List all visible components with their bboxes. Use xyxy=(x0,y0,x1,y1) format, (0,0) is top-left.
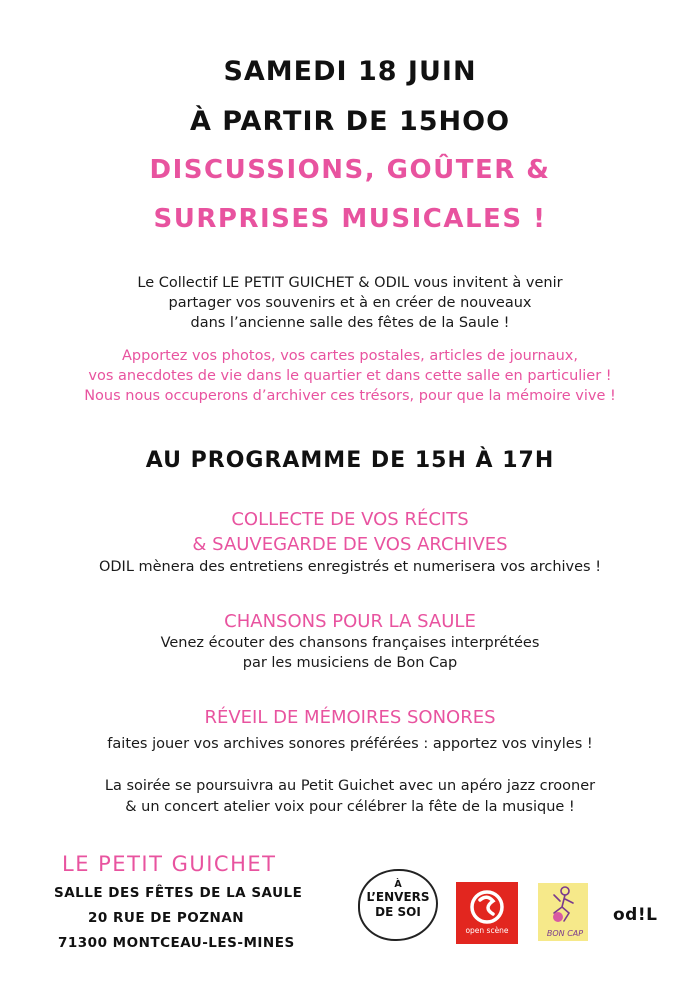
program-heading: AU PROGRAMME DE 15H À 17H xyxy=(145,448,555,473)
venue-name: LE PETIT GUICHET xyxy=(62,852,277,876)
program-item-1-title xyxy=(0,507,700,557)
tagline-line-1: DISCUSSIONS, GOÛTER & xyxy=(149,155,551,185)
program-item-3-title: RÉVEIL DE MÉMOIRES SONORES xyxy=(204,707,496,728)
program-item-1-title-line-1: COLLECTE DE VOS RÉCITS xyxy=(231,509,469,530)
program-item-2-desc-line-1: Venez écouter des chansons françaises interprétées xyxy=(160,635,540,651)
envers-logo-top: À xyxy=(394,879,402,890)
appeal-paragraph xyxy=(0,346,700,406)
venue-address-line-2: 20 RUE DE POZNAN xyxy=(88,910,245,926)
envers-de-soi-logo xyxy=(358,869,438,941)
bon-cap-label: BON CAP xyxy=(546,929,584,938)
open-scene-logo xyxy=(456,882,518,944)
closing-line-2: & un concert atelier voix pour célébrer la fête de la musique ! xyxy=(125,799,575,815)
appeal-line-1: Apportez vos photos, vos cartes postales, articles de journaux, xyxy=(122,348,578,364)
appeal-line-2: vos anecdotes de vie dans le quartier et dans cette salle en particulier ! xyxy=(88,368,612,384)
envers-logo-mid: L’ENVERS xyxy=(366,890,430,904)
intro-paragraph xyxy=(0,273,700,333)
closing-line-1: La soirée se poursuivra au Petit Guichet avec un apéro jazz crooner xyxy=(104,778,596,794)
program-item-1-title-line-2: & SAUVEGARDE DE VOS ARCHIVES xyxy=(192,534,508,555)
event-time: À PARTIR DE 15HOO xyxy=(189,106,511,137)
intro-line-2: partager vos souvenirs et à en créer de nouveaux xyxy=(168,295,532,311)
venue-address-line-1: SALLE DES FÊTES DE LA SAULE xyxy=(54,885,303,901)
bon-cap-icon xyxy=(538,883,588,929)
envers-logo-bot: DE SOI xyxy=(375,905,421,919)
program-item-2-title: CHANSONS POUR LA SAULE xyxy=(224,611,476,632)
appeal-line-3: Nous nous occuperons d’archiver ces trésors, pour que la mémoire vive ! xyxy=(84,388,616,404)
intro-line-1: Le Collectif LE PETIT GUICHET & ODIL vous invitent à venir xyxy=(137,275,563,291)
open-scene-label: open scène xyxy=(465,926,509,935)
closing-paragraph xyxy=(0,776,700,818)
event-date: SAMEDI 18 JUIN xyxy=(223,56,477,87)
odil-logo: od!L xyxy=(613,905,658,925)
program-item-2-desc xyxy=(0,633,700,673)
program-item-3-desc: faites jouer vos archives sonores préférées : apportez vos vinyles ! xyxy=(107,736,593,752)
intro-line-3: dans l’ancienne salle des fêtes de la Saule ! xyxy=(190,315,510,331)
program-item-1-desc: ODIL mènera des entretiens enregistrés et numerisera vos archives ! xyxy=(98,559,602,575)
program-item-2-desc-line-2: par les musiciens de Bon Cap xyxy=(242,655,458,671)
venue-address-line-3: 71300 MONTCEAU-LES-MINES xyxy=(58,935,295,951)
tagline-line-2: SURPRISES MUSICALES ! xyxy=(153,204,547,234)
